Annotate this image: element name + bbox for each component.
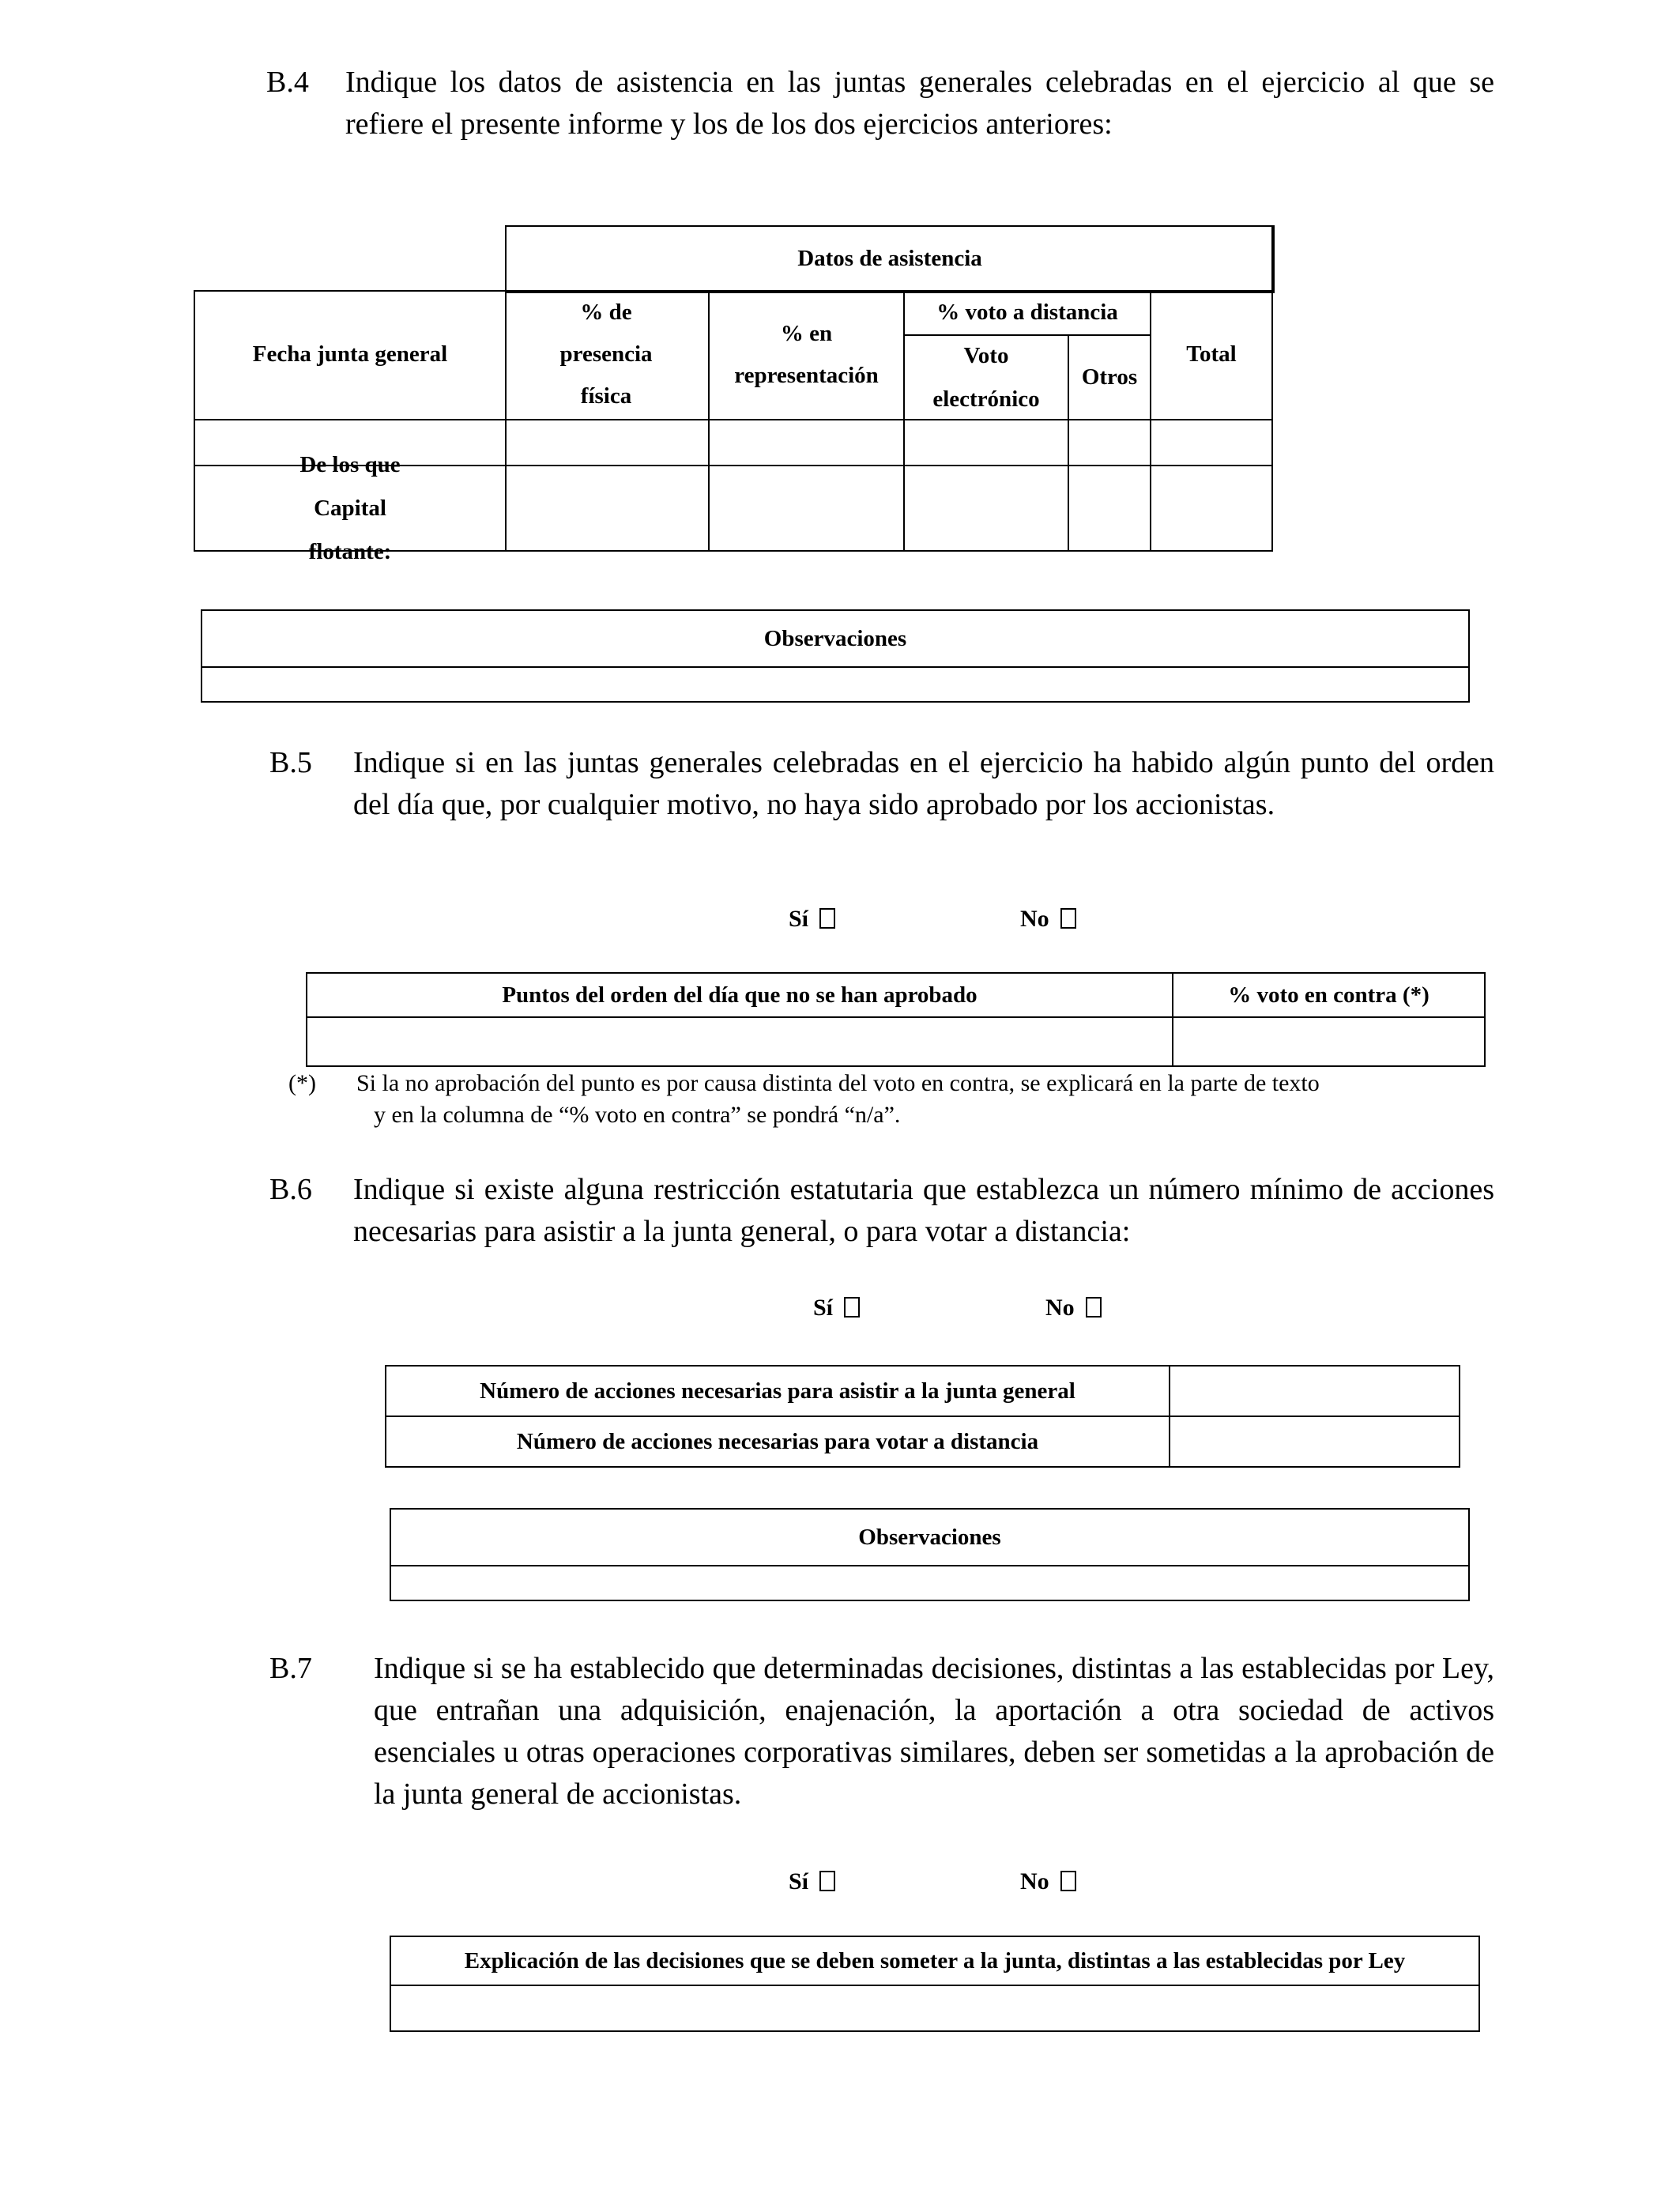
footnote-line-1: Si la no aprobación del punto es por causa distinta del voto en contra, se explicará en la parte de texto bbox=[356, 1070, 1320, 1096]
acciones-votar-field[interactable] bbox=[1170, 1416, 1460, 1467]
attendance-group-header: Datos de asistencia bbox=[797, 246, 982, 271]
column-explicacion-decisiones: Explicación de las decisiones que se deben someter a la junta, distintas a las establecidas por Ley bbox=[390, 1936, 1479, 1985]
si-option-b7[interactable] bbox=[789, 1868, 835, 1895]
no-option-b6[interactable] bbox=[1045, 1295, 1102, 1321]
observaciones-field[interactable] bbox=[390, 1566, 1469, 1600]
acciones-asistir-field[interactable] bbox=[1170, 1366, 1460, 1416]
si-label: Sí bbox=[813, 1295, 834, 1321]
no-label: No bbox=[1020, 1868, 1049, 1894]
column-puntos-no-aprobados: Puntos del orden del día que no se han aprobado bbox=[307, 973, 1173, 1017]
section-text-b5: Indique si en las juntas generales celebradas en el ejercicio ha habido algún punto del orden del día que, por cualquier motivo, no haya sido aprobado por los accionistas. bbox=[353, 746, 1494, 821]
si-label: Sí bbox=[789, 1868, 809, 1894]
section-text-b4: Indique los datos de asistencia en las juntas generales celebradas en el ejercicio al que se refiere el presente informe y los de los dos ejercicios anteriores: bbox=[345, 66, 1494, 141]
capital-flotante-otros-cell[interactable] bbox=[1069, 466, 1150, 550]
observaciones-field[interactable] bbox=[202, 667, 1469, 702]
puntos-no-aprobados-table bbox=[306, 972, 1486, 1067]
no-label: No bbox=[1045, 1295, 1075, 1321]
checkbox-icon[interactable] bbox=[819, 1871, 835, 1891]
section-number-b7: B.7 bbox=[269, 1652, 312, 1685]
section-number-b4: B.4 bbox=[266, 66, 309, 99]
no-option-b7[interactable] bbox=[1020, 1868, 1076, 1895]
section-number-b5: B.5 bbox=[269, 746, 312, 779]
column-voto-en-contra: % voto en contra (*) bbox=[1173, 973, 1485, 1017]
decisiones-junta-table bbox=[390, 1936, 1480, 2032]
attendance-row-representacion-cell[interactable] bbox=[710, 420, 903, 465]
column-en-representacion: % en representación bbox=[734, 320, 879, 388]
capital-flotante-presencia-cell[interactable] bbox=[507, 466, 708, 550]
row-acciones-votar: Número de acciones necesarias para votar a distancia bbox=[386, 1416, 1170, 1467]
acciones-minimas-table bbox=[385, 1365, 1460, 1468]
checkbox-icon[interactable] bbox=[819, 908, 835, 929]
section-number-b6: B.6 bbox=[269, 1173, 312, 1206]
no-label: No bbox=[1020, 906, 1049, 932]
capital-flotante-representacion-cell[interactable] bbox=[710, 466, 903, 550]
attendance-row-otros-cell[interactable] bbox=[1069, 420, 1150, 465]
section-text-b6: Indique si existe alguna restricción estatutaria que establezca un número mínimo de acciones necesarias para asistir a la junta general, o para votar a distancia: bbox=[353, 1173, 1494, 1248]
si-option-b5[interactable] bbox=[789, 906, 835, 933]
checkbox-icon[interactable] bbox=[1060, 1871, 1076, 1891]
no-option-b5[interactable] bbox=[1020, 906, 1076, 933]
capital-flotante-electronico-cell[interactable] bbox=[905, 466, 1068, 550]
row-capital-flotante-label: De los que Capital flotante: bbox=[299, 451, 401, 564]
footnote-mark: (*) bbox=[288, 1070, 316, 1096]
column-otros: Otros bbox=[1081, 364, 1138, 390]
capital-flotante-total-cell[interactable] bbox=[1151, 466, 1271, 550]
explicacion-field[interactable] bbox=[390, 1985, 1479, 2031]
column-presencia-fisica: % de presencia física bbox=[559, 300, 653, 409]
si-label: Sí bbox=[789, 906, 809, 932]
footnote-line-2: y en la columna de “% voto en contra” se pondrá “n/a”. bbox=[374, 1102, 901, 1128]
column-voto-electronico: Voto electrónico bbox=[932, 342, 1040, 412]
checkbox-icon[interactable] bbox=[844, 1297, 860, 1318]
observaciones-table-b6 bbox=[390, 1508, 1470, 1601]
observaciones-header: Observaciones bbox=[202, 610, 1469, 667]
row-acciones-asistir: Número de acciones necesarias para asistir a la junta general bbox=[386, 1366, 1170, 1416]
column-fecha-junta: Fecha junta general bbox=[252, 341, 448, 367]
si-option-b6[interactable] bbox=[813, 1295, 860, 1321]
section-text-b7: Indique si se ha establecido que determinadas decisiones, distintas a las establecidas por Ley, que entrañan una adquisición, enajenación, la aportación a otra sociedad de activos esenciales u otras operaciones corporativas similares, deben ser sometidas a la aprobación de la junta general de accionistas. bbox=[374, 1652, 1494, 1811]
observaciones-table-b4 bbox=[201, 609, 1470, 703]
checkbox-icon[interactable] bbox=[1086, 1297, 1102, 1318]
checkbox-icon[interactable] bbox=[1060, 908, 1076, 929]
attendance-row-electronico-cell[interactable] bbox=[905, 420, 1068, 465]
attendance-row-presencia-cell[interactable] bbox=[507, 420, 708, 465]
column-voto-distancia: % voto a distancia bbox=[936, 300, 1118, 325]
attendance-row-total-cell[interactable] bbox=[1151, 420, 1271, 465]
voto-contra-field[interactable] bbox=[1173, 1017, 1485, 1066]
observaciones-header: Observaciones bbox=[390, 1509, 1469, 1566]
puntos-field[interactable] bbox=[307, 1017, 1173, 1066]
column-total: Total bbox=[1186, 341, 1237, 367]
